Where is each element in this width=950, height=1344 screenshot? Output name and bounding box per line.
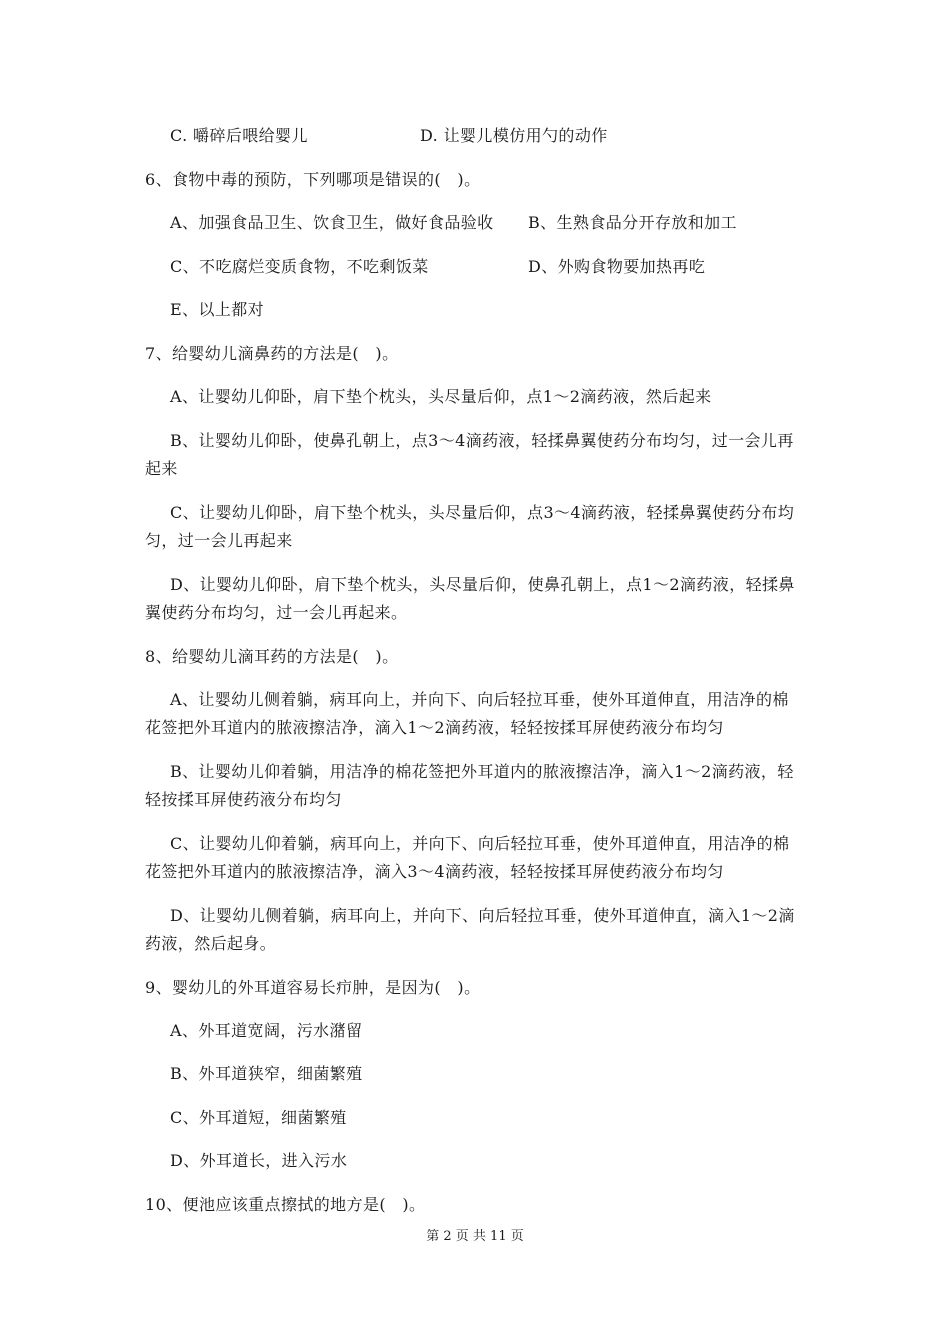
q6-option-b: B、生熟食品分开存放和加工 xyxy=(528,213,737,232)
q7-stem: 7、给婴幼儿滴鼻药的方法是( )。 xyxy=(145,344,399,363)
q9-option-a: A、外耳道宽阔，污水潴留 xyxy=(170,1021,363,1040)
q7-option-d-line1: D、让婴幼儿仰卧，肩下垫个枕头，头尽量后仰，使鼻孔朝上，点1～2滴药液，轻揉鼻 xyxy=(170,575,795,594)
q6-stem: 6、食物中毒的预防，下列哪项是错误的( )。 xyxy=(145,170,481,189)
q7-option-b-line2: 起来 xyxy=(145,459,178,478)
q6-option-d: D、外购食物要加热再吃 xyxy=(528,257,706,276)
q7-option-c-line2: 匀，过一会儿再起来 xyxy=(145,531,293,550)
q8-option-c-line2: 花签把外耳道内的脓液擦洁净，滴入3～4滴药液，轻轻按揉耳屏使药液分布均匀 xyxy=(145,862,724,881)
q9-option-d: D、外耳道长，进入污水 xyxy=(170,1151,348,1170)
q8-option-b-line2: 轻按揉耳屏使药液分布均匀 xyxy=(145,790,342,809)
q7-option-a: A、让婴幼儿仰卧，肩下垫个枕头，头尽量后仰，点1～2滴药液，然后起来 xyxy=(170,387,712,406)
page-footer: 第 2 页 共 11 页 xyxy=(426,1229,524,1244)
q9-option-c: C、外耳道短，细菌繁殖 xyxy=(170,1108,347,1127)
q8-option-b-line1: B、让婴幼儿仰着躺，用洁净的棉花签把外耳道内的脓液擦洁净，滴入1～2滴药液，轻 xyxy=(170,762,794,781)
q6-option-e: E、以上都对 xyxy=(170,300,265,319)
q7-option-d-line2: 翼使药分布均匀，过一会儿再起来。 xyxy=(145,603,408,622)
q8-stem: 8、给婴幼儿滴耳药的方法是( )。 xyxy=(145,647,399,666)
q8-option-c-line1: C、让婴幼儿仰着躺，病耳向上，并向下、向后轻拉耳垂，使外耳道伸直，用洁净的棉 xyxy=(170,834,790,853)
q7-option-b-line1: B、让婴幼儿仰卧，使鼻孔朝上，点3～4滴药液，轻揉鼻翼使药分布均匀，过一会儿再 xyxy=(170,431,794,450)
q8-option-d-line1: D、让婴幼儿侧着躺，病耳向上，并向下、向后轻拉耳垂，使外耳道伸直，滴入1～2滴 xyxy=(170,906,795,925)
q8-option-a-line2: 花签把外耳道内的脓液擦洁净，滴入1～2滴药液，轻轻按揉耳屏使药液分布均匀 xyxy=(145,718,724,737)
q5-option-c: C. 嚼碎后喂给婴儿 xyxy=(170,126,308,145)
q8-option-a-line1: A、让婴幼儿侧着躺，病耳向上，并向下、向后轻拉耳垂，使外耳道伸直，用洁净的棉 xyxy=(170,690,789,709)
q8-option-d-line2: 药液，然后起身。 xyxy=(145,934,277,953)
q6-option-c: C、不吃腐烂变质食物，不吃剩饭菜 xyxy=(170,257,429,276)
q6-option-a: A、加强食品卫生、饮食卫生，做好食品验收 xyxy=(170,213,494,232)
q5-option-d: D. 让婴儿模仿用勺的动作 xyxy=(420,126,608,145)
q9-option-b: B、外耳道狭窄，细菌繁殖 xyxy=(170,1064,363,1083)
q7-option-c-line1: C、让婴幼儿仰卧，肩下垫个枕头，头尽量后仰，点3～4滴药液，轻揉鼻翼使药分布均 xyxy=(170,503,795,522)
q9-stem: 9、婴幼儿的外耳道容易长疖肿，是因为( )。 xyxy=(145,978,481,997)
q10-stem: 10、便池应该重点擦拭的地方是( )。 xyxy=(145,1195,426,1214)
